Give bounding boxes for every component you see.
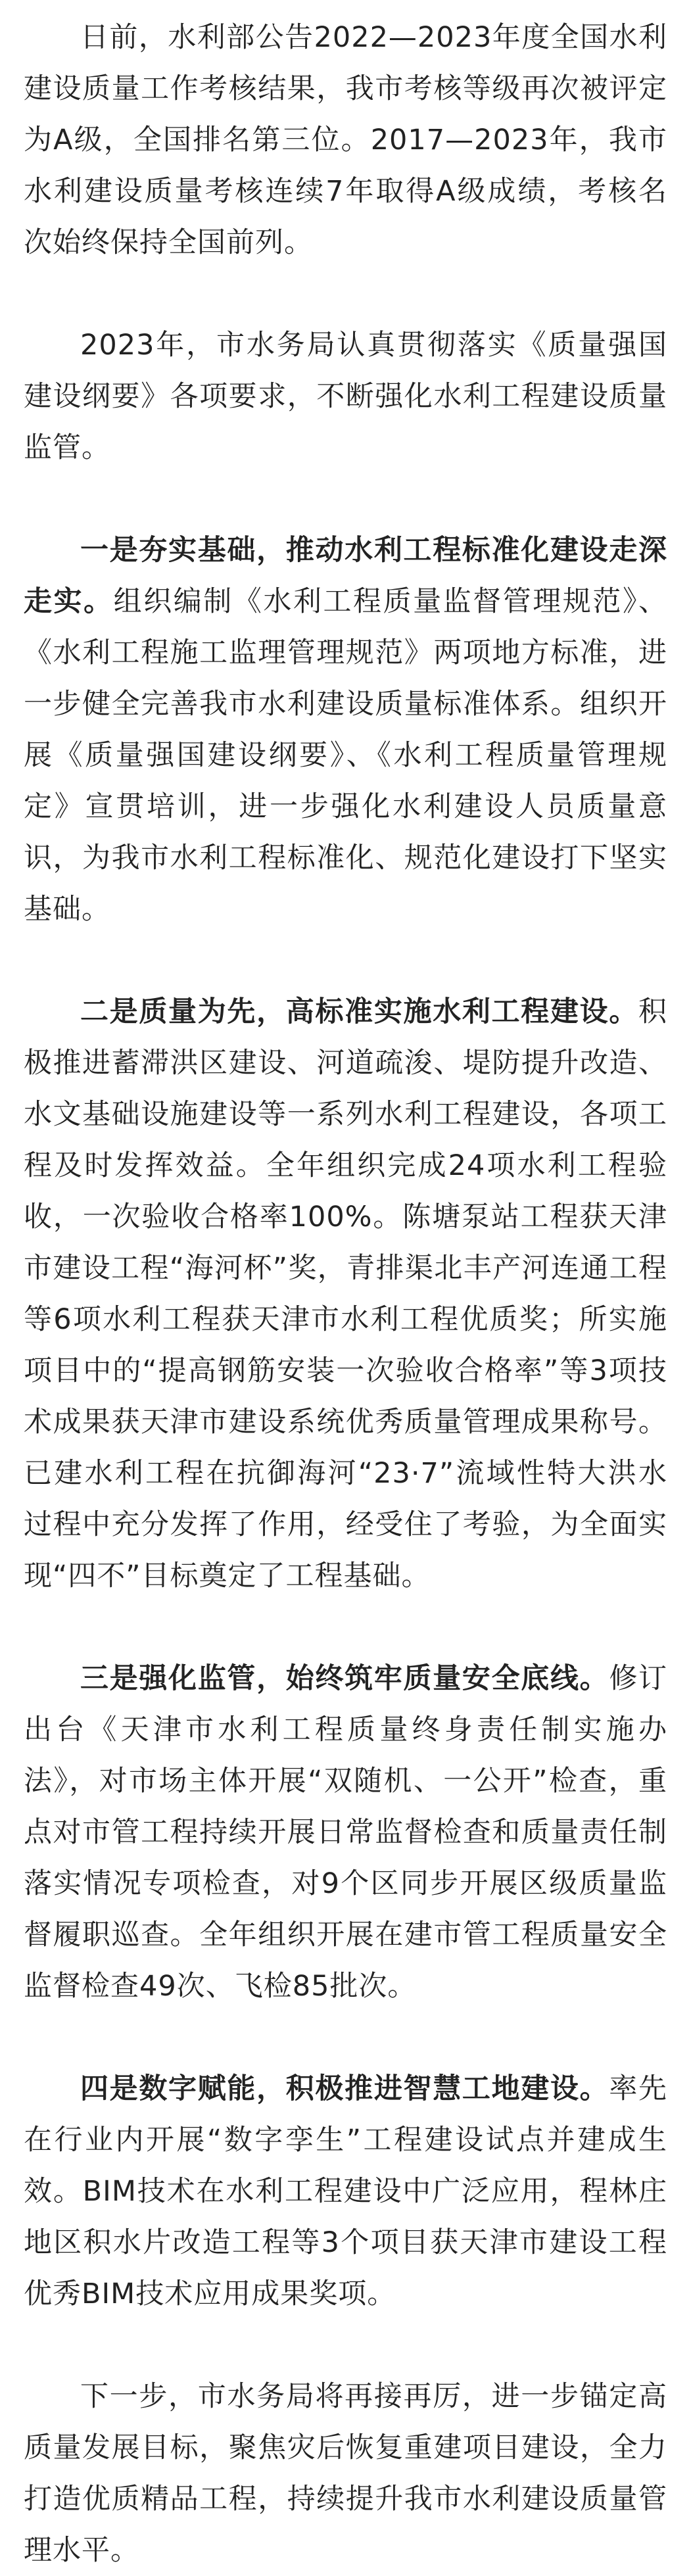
- paragraph-text: 率先在行业内开展“数字孪生”工程建设试点并建成生效。BIM技术在水利工程建设中广泛应用，程林庄地区积水片改造工程等3个项目获天津市建设工程优秀BIM技术应用成果奖项。: [24, 2072, 668, 2310]
- paragraph-lead: 四是数字赋能，积极推进智慧工地建设。: [80, 2072, 609, 2105]
- paragraph-point-2: [24, 986, 667, 1602]
- paragraph-text: 积极推进蓄滞洪区建设、河道疏浚、堤防提升改造、水文基础设施建设等一系列水利工程建设，各项工程及时发挥效益。全年组织完成24项水利工程验收，一次验收合格率100%。陈塘泵站工程获天津市建设工程“海河杯”奖，青排渠北丰产河连通工程等6项水利工程获天津市水利工程优质奖；所实施项目中的“提高钢筋安装一次验收合格率”等3项技术成果获天津市建设系统优秀质量管理成果称号。已建水利工程在抗御海河“23·7”流域性特大洪水过程中充分发挥了作用，经受住了考验，为全面实现“四不”目标奠定了工程基础。: [24, 995, 667, 1592]
- paragraph-point-4: [24, 2063, 667, 2320]
- paragraph-intro: [24, 12, 667, 268]
- paragraph-text: 下一步，市水务局将再接再厉，进一步锚定高质量发展目标，聚焦灾后恢复重建项目建设，全力打造优质精品工程，持续提升我市水利建设质量管理水平。: [24, 2380, 667, 2567]
- paragraph-text: 组织编制《水利工程质量监督管理规范》、《水利工程施工监理管理规范》两项地方标准，进一步健全完善我市水利建设质量标准体系。组织开展《质量强国建设纲要》、《水利工程质量管理规定》宣贯培训，进一步强化水利建设人员质量意识，为我市水利工程标准化、规范化建设打下坚实基础。: [24, 585, 668, 926]
- paragraph-overview: [24, 320, 667, 473]
- paragraph-lead: 三是强化监管，始终筑牢质量安全底线。: [80, 1662, 609, 1695]
- paragraph-text: 日前，水利部公告2022—2023年度全国水利建设质量工作考核结果，我市考核等级再次被评定为A级，全国排名第三位。2017—2023年，我市水利建设质量考核连续7年取得A级成绩，考核名次始终保持全国前列。: [24, 21, 667, 259]
- paragraph-text: 2023年，市水务局认真贯彻落实《质量强国建设纲要》各项要求，不断强化水利工程建设质量监管。: [24, 329, 667, 464]
- paragraph-next-steps: [24, 2371, 667, 2576]
- paragraph-text: 修订出台《天津市水利工程质量终身责任制实施办法》，对市场主体开展“双随机、一公开”检查，重点对市管工程持续开展日常监督检查和质量责任制落实情况专项检查，对9个区同步开展区级质量监督履职巡查。全年组织开展在建市管工程质量安全监督检查49次、飞检85批次。: [24, 1662, 668, 2003]
- paragraph-point-1: [24, 525, 667, 935]
- paragraph-point-3: [24, 1653, 667, 2012]
- paragraph-lead: 一是夯实基础，推动水利工程标准化建设走深走实。: [24, 534, 667, 618]
- paragraph-lead: 二是质量为先，高标准实施水利工程建设。: [80, 995, 638, 1028]
